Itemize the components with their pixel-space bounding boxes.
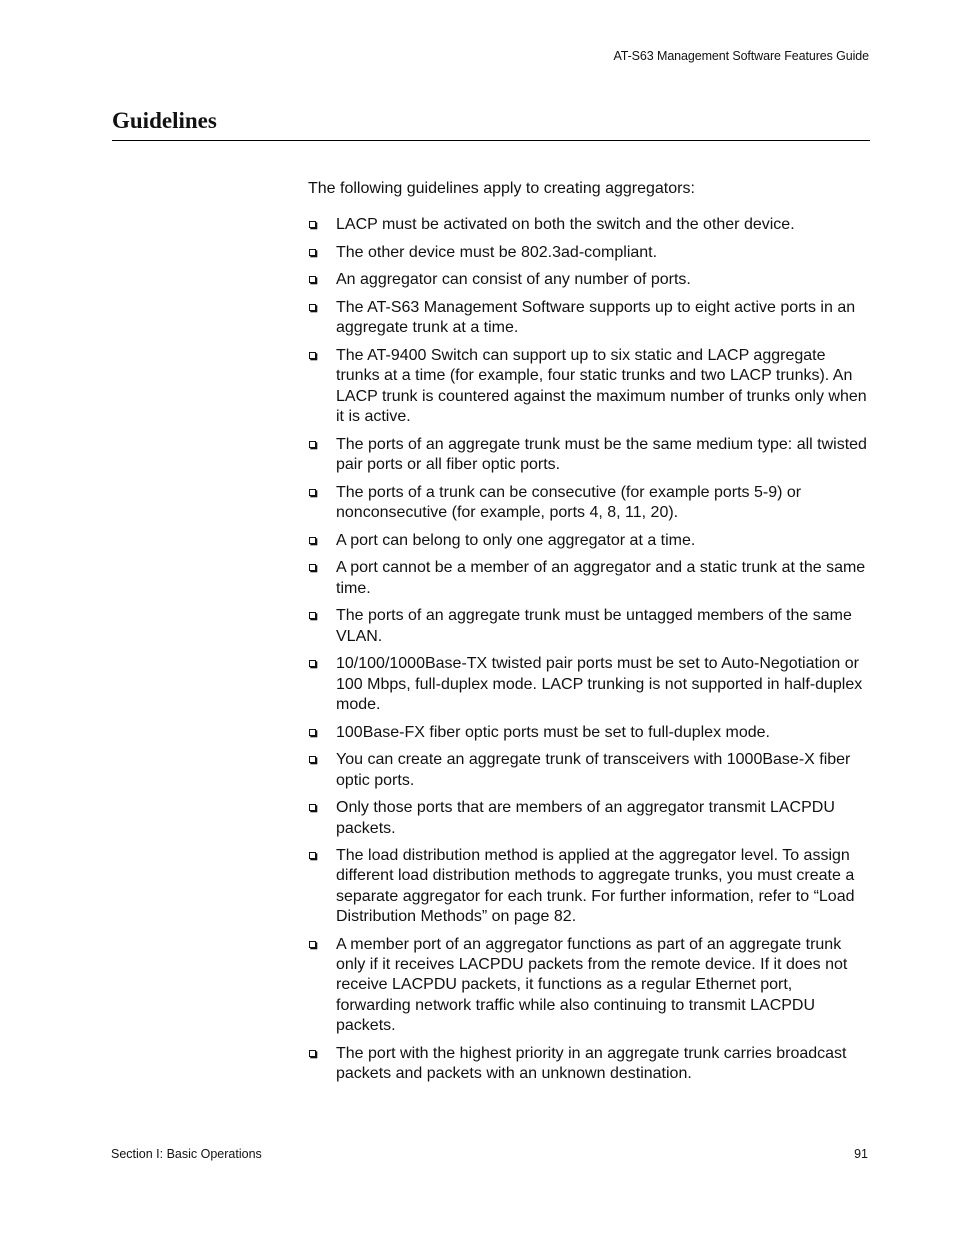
checkbox-bullet-icon [309, 729, 316, 736]
guideline-item [308, 558, 870, 599]
checkbox-bullet-icon [309, 489, 316, 496]
checkbox-bullet-icon [309, 612, 316, 619]
guideline-text: LACP must be activated on both the switch and the other device. [336, 216, 795, 233]
guideline-item [308, 435, 870, 476]
footer-section-label: Section I: Basic Operations [111, 1147, 262, 1161]
guideline-text: The ports of an aggregate trunk must be untagged members of the same VLAN. [336, 607, 852, 645]
checkbox-bullet-icon [309, 852, 316, 859]
section-title: Guidelines [112, 108, 217, 133]
guideline-text: Only those ports that are members of an aggregator transmit LACPDU packets. [336, 799, 835, 837]
guideline-text: A member port of an aggregator functions as part of an aggregate trunk only if it receives LACPDU packets from the remote device. If it does not receive LACPDU packets, it functions as a regular Ethernet port, forwarding network traffic while also continuing to transmit LACPDU packets. [336, 935, 848, 1034]
checkbox-bullet-icon [309, 804, 316, 811]
guideline-item [308, 935, 870, 1036]
checkbox-bullet-icon [309, 249, 316, 256]
checkbox-bullet-icon [309, 1050, 316, 1057]
intro-paragraph: The following guidelines apply to creating aggregators: [308, 180, 695, 197]
checkbox-bullet-icon [309, 941, 316, 948]
guideline-text: The port with the highest priority in an aggregate trunk carries broadcast packets and packets with an unknown destination. [336, 1044, 847, 1082]
guideline-item [308, 531, 870, 551]
checkbox-bullet-icon [309, 304, 316, 311]
guideline-text: The other device must be 802.3ad-compliant. [336, 243, 658, 261]
guideline-item [308, 846, 870, 927]
guideline-text: The ports of an aggregate trunk must be the same medium type: all twisted pair ports or all fiber optic ports. [336, 435, 867, 473]
guideline-item [308, 298, 870, 339]
title-divider [112, 140, 870, 141]
footer-page-number: 91 [854, 1147, 868, 1161]
guideline-item [308, 346, 870, 427]
guideline-text: 10/100/1000Base-TX twisted pair ports must be set to Auto-Negotiation or 100 Mbps, full-duplex mode. LACP trunking is not supported in half-duplex mode. [336, 655, 863, 713]
checkbox-bullet-icon [309, 276, 316, 283]
guideline-item [308, 723, 870, 743]
guideline-text: The load distribution method is applied at the aggregator level. To assign different load distribution methods to aggregate trunks, you must create a separate aggregator for each trunk. For further information, refer to “Load Distribution Methods” on page 82. [336, 847, 855, 926]
guideline-item [308, 750, 870, 791]
guideline-text: 100Base-FX fiber optic ports must be set to full-duplex mode. [336, 723, 770, 741]
guideline-item [308, 483, 870, 524]
guideline-text: A port can belong to only one aggregator at a time. [336, 531, 696, 549]
guideline-item [308, 1044, 870, 1085]
checkbox-bullet-icon [309, 352, 316, 359]
checkbox-bullet-icon [309, 660, 316, 667]
checkbox-bullet-icon [309, 564, 316, 571]
guideline-text: You can create an aggregate trunk of transceivers with 1000Base-X fiber optic ports. [336, 751, 851, 789]
guideline-item [308, 243, 870, 263]
checkbox-bullet-icon [309, 537, 316, 544]
guideline-text: The AT-S63 Management Software supports up to eight active ports in an aggregate trunk at a time. [336, 299, 856, 337]
guideline-item [308, 215, 870, 235]
checkbox-bullet-icon [309, 441, 316, 448]
guideline-item [308, 606, 870, 647]
checkbox-bullet-icon [309, 221, 316, 228]
guideline-item [308, 654, 870, 715]
guideline-text: A port cannot be a member of an aggregator and a static trunk at the same time. [336, 559, 866, 597]
running-header-title: AT-S63 Management Software Features Guide [613, 49, 869, 63]
guideline-item [308, 270, 870, 290]
guidelines-list [308, 215, 870, 1092]
guideline-text: The AT-9400 Switch can support up to six static and LACP aggregate trunks at a time (for example, four static trunks and two LACP trunks). An LACP trunk is countered against the maximum number of trunks only when it is active. [336, 347, 867, 425]
guideline-item [308, 798, 870, 839]
checkbox-bullet-icon [309, 756, 316, 763]
guideline-text: An aggregator can consist of any number of ports. [336, 271, 691, 289]
guideline-text: The ports of a trunk can be consecutive (for example ports 5-9) or nonconsecutive (for example, ports 4, 8, 11, 20). [336, 483, 802, 521]
